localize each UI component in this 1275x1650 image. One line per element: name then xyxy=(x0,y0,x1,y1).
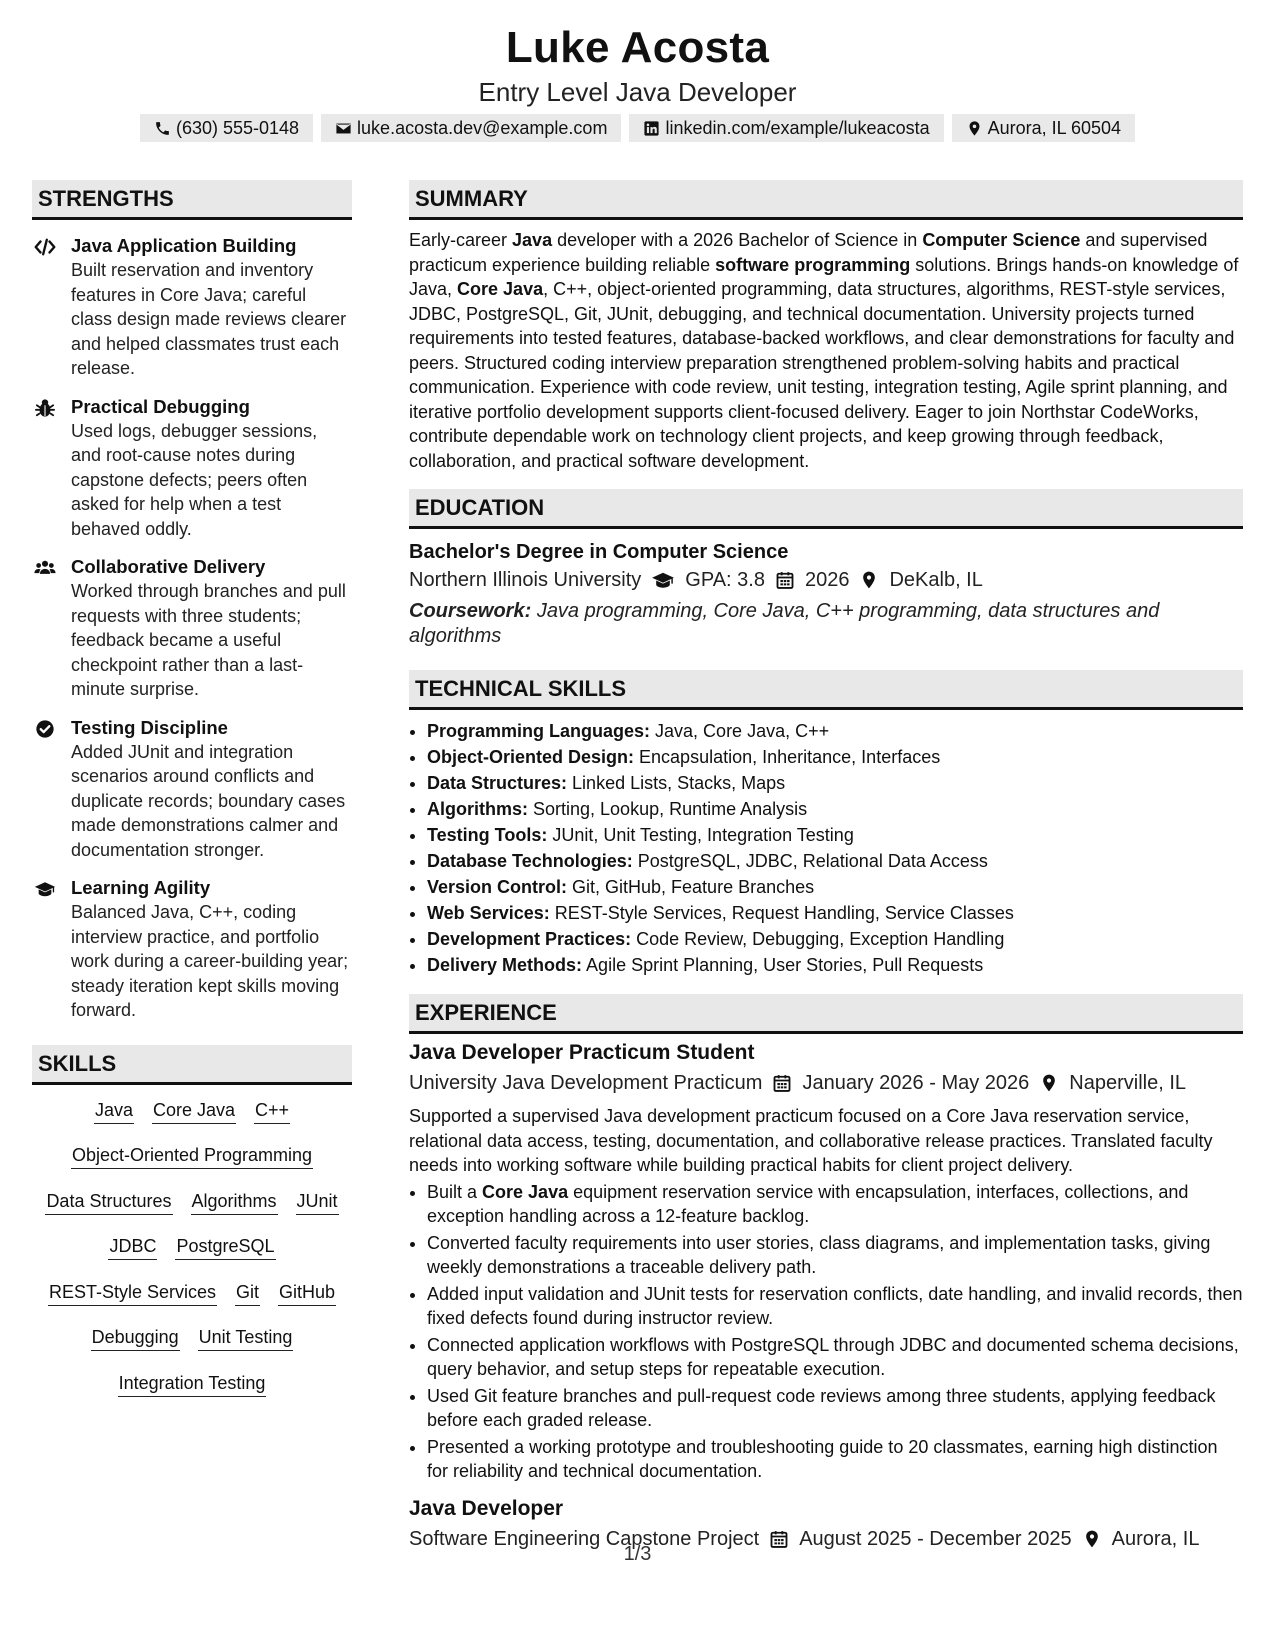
skill-category: Delivery Methods: xyxy=(427,955,583,975)
skill-values: PostgreSQL, JDBC, Relational Data Access xyxy=(632,851,988,871)
skill-tag: Data Structures xyxy=(45,1188,172,1215)
skill-tag: Unit Testing xyxy=(198,1324,294,1351)
job-location: Aurora, IL xyxy=(1111,1527,1200,1550)
emphasis-text: software programming xyxy=(715,254,911,275)
coursework-label: Coursework: xyxy=(409,600,532,622)
strength-title: Testing Discipline xyxy=(71,716,228,738)
page-number: 1/3 xyxy=(623,1543,652,1565)
job-bullet xyxy=(427,1435,1243,1484)
technical-skill-item xyxy=(427,770,1243,796)
graduation-cap-icon xyxy=(34,879,56,899)
candidate-title: Entry Level Java Developer xyxy=(478,77,797,107)
bug-icon xyxy=(34,398,56,418)
job-entry xyxy=(409,1038,1243,1484)
technical-skill-item xyxy=(427,796,1243,822)
text-run: Connected application workflows with PostgreSQL through JDBC and documented schema decisions, query behavior, and setup steps for repeatable execution. xyxy=(427,1334,1239,1379)
skill-tag: Object-Oriented Programming xyxy=(71,1142,313,1169)
job-org: Software Engineering Capstone Project xyxy=(409,1527,760,1550)
strength-desc: Used logs, debugger sessions, and root-cause notes during capstone defects; peers often asked for help when a test behaved oddly. xyxy=(71,420,318,539)
skill-tag: JDBC xyxy=(108,1233,157,1260)
technical-skill-item xyxy=(427,952,1243,978)
location-pin-icon xyxy=(966,120,983,137)
skill-tag: GitHub xyxy=(278,1279,336,1306)
skill-category: Data Structures: xyxy=(427,773,568,793)
skill-tag-row xyxy=(32,1279,352,1325)
job-org: University Java Development Practicum xyxy=(409,1072,763,1094)
technical-skill-item xyxy=(427,874,1243,900)
emphasis-text: Computer Science xyxy=(922,230,1081,250)
school-name: Northern Illinois University xyxy=(409,569,642,591)
location-pin-icon xyxy=(859,570,879,590)
skill-tag-row xyxy=(32,1188,352,1234)
skill-values: Agile Sprint Planning, User Stories, Pull Requests xyxy=(582,955,984,975)
education-location: DeKalb, IL xyxy=(889,569,983,591)
skill-category: Object-Oriented Design: xyxy=(427,747,635,767)
contact-location xyxy=(952,114,1135,142)
contact-linkedin[interactable] xyxy=(629,114,943,142)
skill-values: Linked Lists, Stacks, Maps xyxy=(567,773,786,793)
strength-title: Learning Agility xyxy=(71,877,211,898)
skill-tag-row xyxy=(32,1142,352,1188)
skill-values: Git, GitHub, Feature Branches xyxy=(567,877,815,897)
technical-skill-item xyxy=(427,718,1243,744)
skill-category: Algorithms: xyxy=(427,799,528,819)
job-bullet xyxy=(427,1333,1243,1382)
education-meta xyxy=(409,565,1243,595)
technical-skill-item xyxy=(427,848,1243,874)
graduation-cap-icon xyxy=(651,570,675,590)
skill-category: Testing Tools: xyxy=(427,825,548,845)
strength-item xyxy=(32,716,352,863)
skill-category: Development Practices: xyxy=(427,929,632,949)
technical-skill-item xyxy=(427,926,1243,952)
strength-desc: Added JUnit and integration scenarios around conflicts and duplicate records; boundary cases made demonstrations calmer and documentation stronger. xyxy=(71,741,346,860)
phone-text: (630) 555-0148 xyxy=(175,117,300,138)
left-column xyxy=(32,180,352,1415)
degree-title: Bachelor's Degree in Computer Science xyxy=(409,541,789,563)
email-icon xyxy=(335,120,352,137)
job-title: Java Developer Practicum Student xyxy=(409,1041,755,1064)
skill-category: Programming Languages: xyxy=(427,721,651,741)
skill-tag: REST-Style Services xyxy=(48,1279,217,1306)
strength-item xyxy=(32,234,352,381)
emphasis-text: Java xyxy=(512,230,553,250)
candidate-name: Luke Acosta xyxy=(505,23,770,72)
technical-skill-item xyxy=(427,900,1243,926)
technical-skill-item xyxy=(427,744,1243,770)
text-run: Used Git feature branches and pull-request code reviews among three students, applying feedback before each graded release. xyxy=(427,1385,1216,1430)
linkedin-text: linkedin.com/example/lukeacosta xyxy=(665,117,930,138)
text-run: Presented a working prototype and troubleshooting guide to 20 classmates, earning high distinction for reliability and technical documentation. xyxy=(427,1436,1218,1481)
skill-values: Encapsulation, Inheritance, Interfaces xyxy=(634,747,941,767)
job-location: Naperville, IL xyxy=(1069,1072,1186,1094)
code-icon xyxy=(34,237,56,257)
check-circle-icon xyxy=(34,719,56,739)
technical-skills-heading: TECHNICAL SKILLS xyxy=(409,670,1243,710)
strength-title: Collaborative Delivery xyxy=(71,556,266,577)
skill-tag: Algorithms xyxy=(191,1188,278,1215)
location-text: Aurora, IL 60504 xyxy=(987,117,1122,138)
skill-tag: JUnit xyxy=(296,1188,339,1215)
contact-email[interactable] xyxy=(321,114,621,142)
skill-tag-row xyxy=(32,1370,352,1416)
job-bullet xyxy=(427,1384,1243,1433)
skill-values: REST-Style Services, Request Handling, Service Classes xyxy=(549,903,1014,923)
text-run: Built a xyxy=(427,1181,483,1202)
text-run: developer with a 2026 Bachelor of Science in xyxy=(552,230,923,250)
users-icon xyxy=(34,558,56,578)
text-run: , C++, object-oriented programming, data structures, algorithms, REST-style services, JDBC, PostgreSQL, Git, JUnit, debugging, and technical documentation. University projects turned requirements into tested features, database-backed workflows, and clear demonstrations for faculty and peers. Structured coding interview preparation strengthened problem-solving habits and practical communication. Experience with code review, unit testing, integration testing, Agile sprint planning, and iterative portfolio development supports client-focused delivery. Eager to join Northstar CodeWorks, contribute dependable work on technology client projects, and keep growing through feedback, collaboration, and practical software development. xyxy=(409,279,1235,471)
strength-item xyxy=(32,876,352,1023)
coursework xyxy=(409,599,1243,648)
text-run: solutions. Brings hands-on knowledge of Java, xyxy=(409,254,1239,299)
summary-text xyxy=(409,228,1243,473)
strength-desc: Balanced Java, C++, coding interview practice, and portfolio work during a career-building year; steady iteration kept skills moving forward. xyxy=(71,902,349,1020)
skills-heading: SKILLS xyxy=(32,1045,352,1085)
education-entry xyxy=(409,539,1243,648)
strength-item xyxy=(32,555,352,702)
job-meta xyxy=(409,1068,1243,1098)
location-pin-icon xyxy=(1039,1073,1059,1093)
strengths-heading: STRENGTHS xyxy=(32,180,352,220)
skill-tag: PostgreSQL xyxy=(175,1233,275,1260)
contact-bar xyxy=(0,114,1275,142)
phone-icon xyxy=(154,120,171,137)
skill-tag: Git xyxy=(235,1279,260,1306)
strength-desc: Worked through branches and pull requests with three students; feedback became a useful checkpoint rather than a last-minute surprise. xyxy=(71,581,346,699)
skill-values: JUnit, Unit Testing, Integration Testing xyxy=(547,825,854,845)
graduation-year: 2026 xyxy=(804,569,850,591)
emphasis-text: Core Java xyxy=(457,279,544,299)
job-title: Java Developer xyxy=(409,1496,564,1520)
job-dates: January 2026 - May 2026 xyxy=(802,1072,1030,1094)
contact-phone[interactable] xyxy=(140,114,313,142)
summary-heading: SUMMARY xyxy=(409,180,1243,220)
technical-skill-item xyxy=(427,822,1243,848)
skill-tag-row xyxy=(32,1324,352,1370)
skill-tag: C++ xyxy=(254,1097,290,1124)
strength-title: Java Application Building xyxy=(71,235,297,256)
text-run: Added input validation and JUnit tests for reservation conflicts, date handling, and invalid records, then fixed defects found during instructor review. xyxy=(427,1283,1243,1328)
job-bullet xyxy=(427,1282,1243,1331)
text-run: equipment reservation service with encapsulation, interfaces, collections, and exception handling across a 12-feature backlog. xyxy=(427,1181,1189,1226)
coursework-list: Java programming, Core Java, C++ programming, data structures and algorithms xyxy=(409,600,1160,647)
skill-tag-row xyxy=(32,1097,352,1143)
skill-values: Java, Core Java, C++ xyxy=(650,721,830,741)
job-dates: August 2025 - December 2025 xyxy=(799,1527,1072,1550)
job-bullet xyxy=(427,1231,1243,1280)
text-run: Early-career xyxy=(409,230,513,250)
calendar-icon xyxy=(775,570,795,590)
strength-desc: Built reservation and inventory features in Core Java; careful class design made reviews clearer and helped classmates trust each release. xyxy=(71,260,347,378)
strength-title: Practical Debugging xyxy=(71,395,250,417)
skill-tag: Java xyxy=(94,1097,134,1124)
skill-tags xyxy=(32,1085,352,1416)
job-intro: Supported a supervised Java development practicum focused on a Core Java reservation service, relational data access, testing, documentation, and collaborative release practices. Translated faculty needs into working software while building practical habits for client project delivery. xyxy=(409,1106,1213,1175)
emphasis-text: Core Java xyxy=(482,1181,569,1202)
strength-item xyxy=(32,395,352,542)
resume-header xyxy=(0,22,1275,108)
education-heading: EDUCATION xyxy=(409,489,1243,529)
calendar-icon xyxy=(772,1073,792,1093)
text-run: and supervised practicum experience building reliable xyxy=(409,230,1208,275)
job-bullet xyxy=(427,1180,1243,1229)
skill-tag: Core Java xyxy=(152,1097,236,1124)
experience-heading: EXPERIENCE xyxy=(409,994,1243,1034)
skill-tag-row xyxy=(32,1233,352,1279)
right-column xyxy=(409,180,1243,1554)
skill-values: Sorting, Lookup, Runtime Analysis xyxy=(528,799,808,819)
technical-skills-list xyxy=(409,718,1243,978)
email-text: luke.acosta.dev@example.com xyxy=(357,117,608,138)
skill-tag: Integration Testing xyxy=(118,1370,267,1397)
linkedin-icon xyxy=(643,120,660,137)
job-bullets xyxy=(409,1180,1243,1484)
skill-category: Web Services: xyxy=(427,903,550,923)
skill-category: Version Control: xyxy=(427,877,568,897)
skill-values: Code Review, Debugging, Exception Handling xyxy=(631,929,1005,949)
gpa: GPA: 3.8 xyxy=(685,569,765,591)
skill-category: Database Technologies: xyxy=(427,851,633,871)
skill-tag: Debugging xyxy=(91,1324,180,1351)
text-run: Converted faculty requirements into user stories, class diagrams, and implementation tasks, giving weekly demonstrations a traceable delivery path. xyxy=(427,1232,1211,1277)
